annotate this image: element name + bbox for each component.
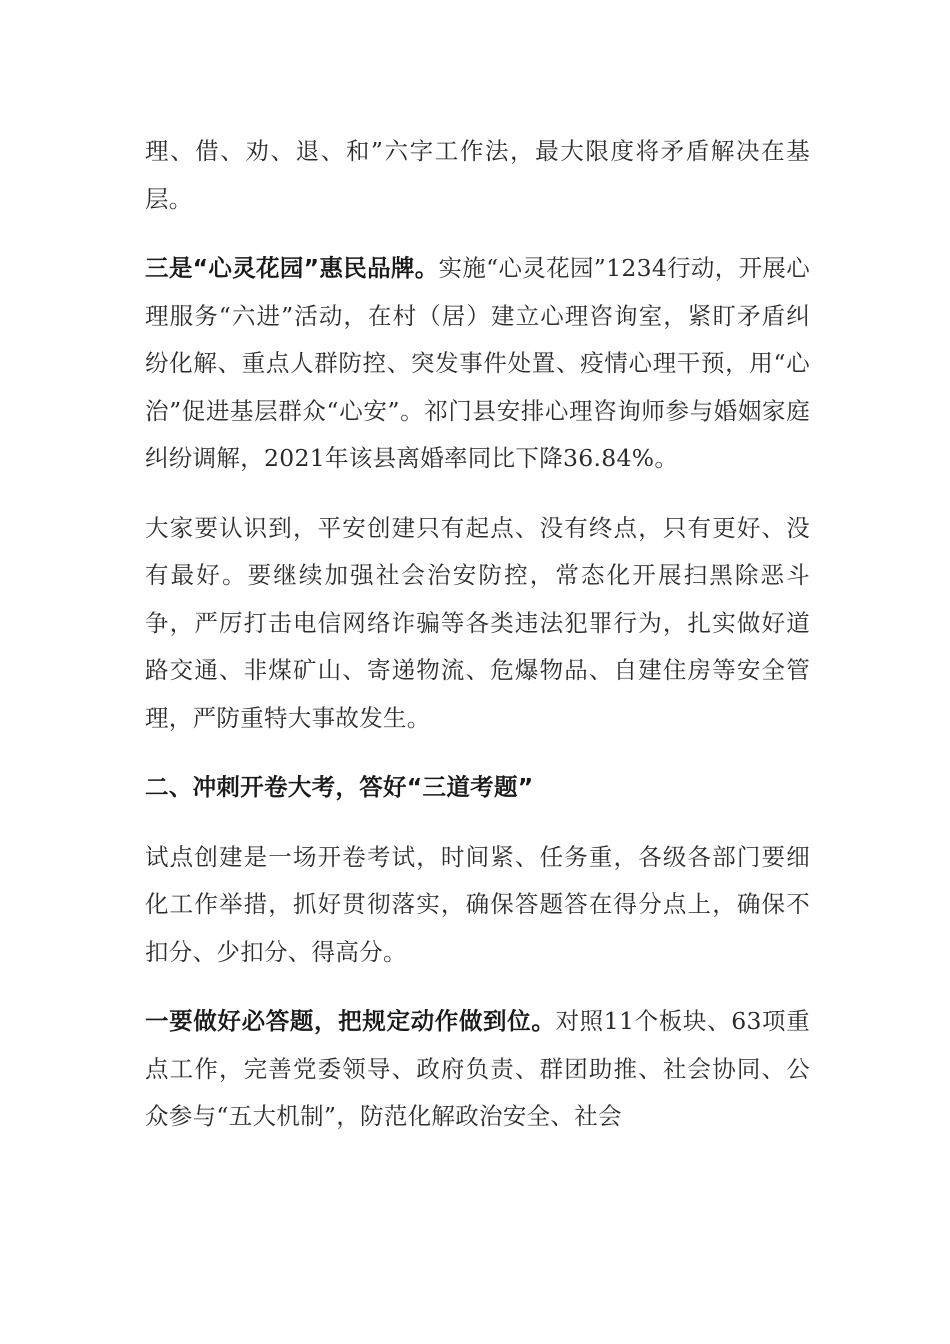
section-heading-text: 二、冲刺开卷大考，答好“三道考题” [145, 773, 534, 801]
paragraph-text: 对照11个板块、63项重点工作，完善党委领导、政府负责、群团助推、社会协同、公众参与“五大机制”，防范化解政治安全、社会 [145, 1007, 810, 1130]
paragraph-lead: 一要做好必答题，把规定动作做到位。 [145, 1007, 556, 1035]
paragraph-text: 理、借、劝、退、和”六字工作法，最大限度将矛盾解决在基层。 [145, 137, 810, 213]
paragraph-text: 实施“心灵花园”1234行动，开展心理服务“六进”活动，在村（居）建立心理咨询室，紧盯矛盾纠纷化解、重点人群防控、突发事件处置、疫情心理干预，用“心治”促进基层群众“心安”。祁门县安排心理咨询师参与婚姻家庭纠纷调解，2021年该县离婚率同比下降36.84%。 [145, 254, 810, 472]
paragraph-text: 大家要认识到，平安创建只有起点、没有终点，只有更好、没有最好。要继续加强社会治安防控，常态化开展扫黑除恶斗争，严厉打击电信网络诈骗等各类违法犯罪行为，扎实做好道路交通、非煤矿山、寄递物流、危爆物品、自建住房等安全管理，严防重特大事故发生。 [145, 513, 810, 732]
paragraph-open-exam [145, 834, 810, 977]
paragraph-intro-continuation [145, 128, 810, 223]
section-heading [145, 764, 810, 812]
paragraph-text: 试点创建是一场开卷考试，时间紧、任务重，各级各部门要细化工作举措，抓好贯彻落实，确保答题答在得分点上，确保不扣分、少扣分、得高分。 [145, 842, 810, 966]
paragraph-required-questions [145, 998, 810, 1141]
paragraph-heart-garden [145, 245, 810, 483]
document-page [145, 128, 810, 1163]
paragraph-safety-creation [145, 505, 810, 743]
paragraph-lead: 三是“心灵花园”惠民品牌。 [145, 254, 439, 282]
